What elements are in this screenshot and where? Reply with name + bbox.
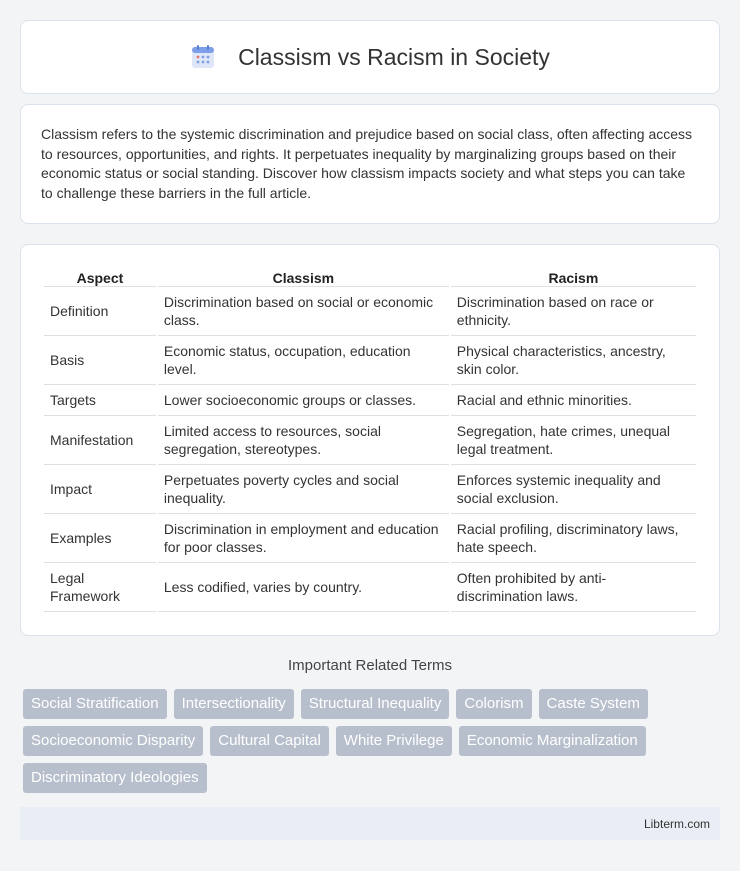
aspect-cell: Impact <box>44 465 156 514</box>
classism-cell: Limited access to resources, social segregation, stereotypes. <box>158 416 449 465</box>
racism-cell: Discrimination based on race or ethnicity. <box>451 287 696 336</box>
table-row <box>44 336 696 385</box>
intro-card <box>20 104 720 224</box>
related-term-tag[interactable]: Colorism <box>456 689 531 719</box>
table-row <box>44 385 696 416</box>
classism-cell: Perpetuates poverty cycles and social inequality. <box>158 465 449 514</box>
aspect-cell: Definition <box>44 287 156 336</box>
aspect-cell: Examples <box>44 514 156 563</box>
related-term-tag[interactable]: Caste System <box>539 689 648 719</box>
column-header: Racism <box>451 267 696 287</box>
related-terms-title: Important Related Terms <box>288 657 452 674</box>
page-title: Classism vs Racism in Society <box>238 43 550 70</box>
table-row <box>44 416 696 465</box>
comparison-table-card <box>20 244 720 636</box>
calendar-icon <box>190 44 216 70</box>
classism-cell: Discrimination in employment and education for poor classes. <box>158 514 449 563</box>
related-term-tag[interactable]: Intersectionality <box>174 689 294 719</box>
footer <box>20 807 720 840</box>
classism-cell: Less codified, varies by country. <box>158 563 449 612</box>
column-header: Aspect <box>44 267 156 287</box>
related-term-tag[interactable]: Discriminatory Ideologies <box>23 763 207 793</box>
intro-text: Classism refers to the systemic discrimination and prejudice based on social class, often affecting access to resources, opportunities, and rights. It perpetuates inequality by marginalizing groups based on their economic status or social standing. Discover how classism impacts society and what steps you can take to challenge these barriers in the full article. <box>41 126 693 201</box>
table-row <box>44 563 696 612</box>
related-term-tag[interactable]: Social Stratification <box>23 689 167 719</box>
classism-cell: Economic status, occupation, education level. <box>158 336 449 385</box>
aspect-cell: Basis <box>44 336 156 385</box>
related-term-tag[interactable]: White Privilege <box>336 726 452 756</box>
comparison-table <box>42 267 698 612</box>
racism-cell: Enforces systemic inequality and social exclusion. <box>451 465 696 514</box>
related-terms-list <box>23 689 723 800</box>
table-header-row <box>44 267 696 287</box>
table-row <box>44 465 696 514</box>
header-card <box>20 20 720 94</box>
aspect-cell: Manifestation <box>44 416 156 465</box>
table-row <box>44 514 696 563</box>
related-term-tag[interactable]: Structural Inequality <box>301 689 450 719</box>
racism-cell: Racial and ethnic minorities. <box>451 385 696 416</box>
related-term-tag[interactable]: Socioeconomic Disparity <box>23 726 203 756</box>
classism-cell: Lower socioeconomic groups or classes. <box>158 385 449 416</box>
racism-cell: Racial profiling, discriminatory laws, hate speech. <box>451 514 696 563</box>
aspect-cell: Targets <box>44 385 156 416</box>
aspect-cell: Legal Framework <box>44 563 156 612</box>
table-row <box>44 287 696 336</box>
classism-cell: Discrimination based on social or economic class. <box>158 287 449 336</box>
racism-cell: Physical characteristics, ancestry, skin color. <box>451 336 696 385</box>
related-term-tag[interactable]: Economic Marginalization <box>459 726 646 756</box>
column-header: Classism <box>158 267 449 287</box>
racism-cell: Often prohibited by anti-discrimination laws. <box>451 563 696 612</box>
racism-cell: Segregation, hate crimes, unequal legal treatment. <box>451 416 696 465</box>
footer-site-link[interactable]: Libterm.com <box>643 816 710 831</box>
related-term-tag[interactable]: Cultural Capital <box>210 726 329 756</box>
